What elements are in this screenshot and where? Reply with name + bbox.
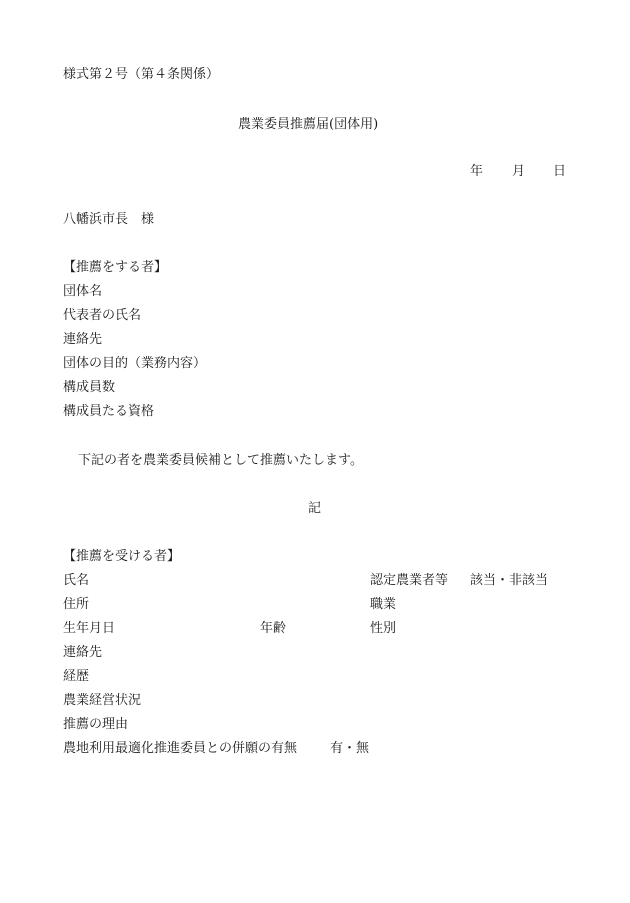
nominee-age-label: 年齢 <box>260 621 287 636</box>
nominee-address-label: 住所 <box>63 597 90 612</box>
field-organization-purpose: 団体の目的（業務内容） <box>63 356 207 371</box>
nominee-career-label: 経歴 <box>63 669 90 684</box>
field-member-count: 構成員数 <box>63 380 116 395</box>
date-month: 月 <box>512 164 526 179</box>
addressee: 八幡浜市長 様 <box>63 212 155 227</box>
nominee-reason-label: 推薦の理由 <box>63 717 129 732</box>
date-year: 年 <box>470 164 484 179</box>
nominee-heading: 【推薦を受ける者】 <box>63 549 181 564</box>
recommender-heading: 【推薦をする者】 <box>63 260 168 275</box>
nominee-occupation-label: 職業 <box>370 597 397 612</box>
document-title: 農業委員推薦届(団体用) <box>238 117 379 132</box>
concurrent-application-label: 農地利用最適化推進委員との併願の有無 <box>63 741 298 756</box>
nominee-birthdate-label: 生年月日 <box>63 621 116 636</box>
field-organization-name: 団体名 <box>63 284 103 299</box>
nominee-contact-label: 連絡先 <box>63 645 103 660</box>
field-representative-name: 代表者の氏名 <box>63 308 142 323</box>
field-contact: 連絡先 <box>63 332 103 347</box>
ki-marker: 記 <box>308 501 322 516</box>
form-number: 様式第２号（第４条関係） <box>63 67 220 82</box>
field-member-qualification: 構成員たる資格 <box>63 404 155 419</box>
nominee-name-label: 氏名 <box>63 573 90 588</box>
nominee-farm-status-label: 農業経営状況 <box>63 693 142 708</box>
certified-farmer-label: 認定農業者等 <box>370 573 449 588</box>
recommendation-statement: 下記の者を農業委員候補として推薦いたします。 <box>78 453 363 468</box>
nominee-gender-label: 性別 <box>370 621 397 636</box>
date-day: 日 <box>553 164 567 179</box>
certified-farmer-applicable: 該当・非該当 <box>470 573 549 588</box>
concurrent-yes-no: 有・無 <box>330 741 370 756</box>
